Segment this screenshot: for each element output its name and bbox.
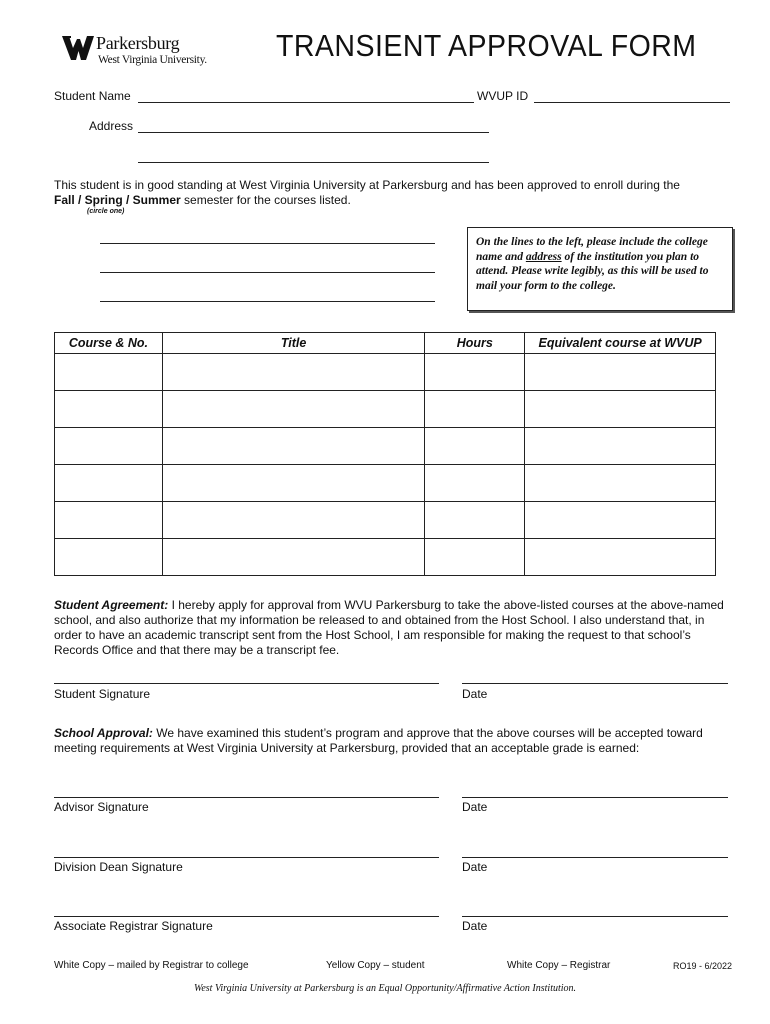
- advisor-date-line[interactable]: [462, 797, 728, 798]
- instruction-note-box: [467, 227, 733, 311]
- title-cell[interactable]: [162, 539, 425, 576]
- registrar-signature-label: Associate Registrar Signature: [54, 919, 213, 933]
- title-cell[interactable]: [162, 465, 425, 502]
- logo-sub: West Virginia University.: [98, 54, 207, 66]
- wvup-id-field[interactable]: [534, 102, 730, 103]
- table-row: [55, 465, 716, 502]
- title-cell[interactable]: [162, 391, 425, 428]
- advisor-signature-label: Advisor Signature: [54, 800, 149, 814]
- address-field-line1[interactable]: [138, 132, 489, 133]
- student-agreement-text: I hereby apply for approval from WVU Parkersburg to take the above-listed courses at the above-named school, and also authorize that my information be released to and obtained from the Host School. I also understand that, in order to have an academic transcript sent from the Host School, I am responsible for making the request to that school’s Records Office and that there may be a transcript fee.: [54, 598, 724, 657]
- registrar-signature-line[interactable]: [54, 916, 439, 917]
- footer-white-copy-registrar: White Copy – Registrar: [507, 960, 611, 971]
- courses-table: [54, 332, 716, 576]
- header-hours: Hours: [425, 333, 525, 354]
- flying-wv-icon: [62, 34, 94, 62]
- title-cell[interactable]: [162, 354, 425, 391]
- table-header-row: [55, 333, 716, 354]
- advisor-date-label: Date: [462, 800, 488, 814]
- header-title: Title: [162, 333, 425, 354]
- wvup-id-label: WVUP ID: [477, 89, 529, 103]
- course-cell[interactable]: [55, 428, 163, 465]
- equivalent-cell[interactable]: [525, 354, 716, 391]
- note-text-part2: of the institution you plan to attend. Please write legibly, as this will be used to mail your form to the college.: [476, 250, 709, 292]
- hours-cell[interactable]: [425, 465, 525, 502]
- table-row: [55, 539, 716, 576]
- table-row: [55, 502, 716, 539]
- student-date-label: Date: [462, 687, 488, 701]
- hours-cell[interactable]: [425, 428, 525, 465]
- course-cell[interactable]: [55, 465, 163, 502]
- standing-line1: This student is in good standing at West Virginia University at Parkersburg and has been approved to enroll during the: [54, 178, 680, 192]
- equivalent-cell[interactable]: [525, 539, 716, 576]
- student-signature-line[interactable]: [54, 683, 439, 684]
- title-cell[interactable]: [162, 428, 425, 465]
- dean-date-label: Date: [462, 860, 488, 874]
- college-line-3[interactable]: [100, 301, 435, 302]
- logo-name: Parkersburg: [96, 33, 180, 53]
- eeo-statement: West Virginia University at Parkersburg is an Equal Opportunity/Affirmative Action Institution.: [193, 983, 577, 994]
- footer-yellow-copy: Yellow Copy – student: [326, 960, 425, 971]
- registrar-date-line[interactable]: [462, 916, 728, 917]
- school-approval-heading: School Approval:: [54, 726, 153, 740]
- course-cell[interactable]: [55, 391, 163, 428]
- term-options[interactable]: Fall / Spring / Summer: [54, 193, 181, 207]
- course-cell[interactable]: [55, 502, 163, 539]
- hours-cell[interactable]: [425, 391, 525, 428]
- course-cell[interactable]: [55, 354, 163, 391]
- header-equivalent: Equivalent course at WVUP: [525, 333, 716, 354]
- school-approval: [54, 726, 724, 756]
- student-signature-label: Student Signature: [54, 687, 151, 701]
- table-row: [55, 391, 716, 428]
- equivalent-cell[interactable]: [525, 428, 716, 465]
- dean-signature-line[interactable]: [54, 857, 439, 858]
- college-line-1[interactable]: [100, 243, 435, 244]
- standing-line2: semester for the courses listed.: [180, 193, 351, 207]
- note-text-part1: On the lines to the left, please include the college name and: [476, 236, 708, 263]
- hours-cell[interactable]: [425, 502, 525, 539]
- registrar-date-label: Date: [462, 919, 488, 933]
- dean-signature-label: Division Dean Signature: [54, 860, 183, 874]
- address-label: Address: [89, 119, 134, 133]
- title-cell[interactable]: [162, 502, 425, 539]
- footer-white-copy-college: White Copy – mailed by Registrar to college: [54, 960, 249, 971]
- advisor-signature-line[interactable]: [54, 797, 439, 798]
- wvup-logo: [62, 30, 222, 70]
- student-agreement: [54, 598, 724, 658]
- table-row: [55, 428, 716, 465]
- student-date-line[interactable]: [462, 683, 728, 684]
- table-row: [55, 354, 716, 391]
- note-text-underlined: address: [525, 250, 562, 263]
- equivalent-cell[interactable]: [525, 465, 716, 502]
- hours-cell[interactable]: [425, 354, 525, 391]
- standing-statement: [54, 178, 724, 208]
- college-line-2[interactable]: [100, 272, 435, 273]
- equivalent-cell[interactable]: [525, 391, 716, 428]
- school-approval-text: We have examined this student’s program and approve that the above courses will be accepted toward meeting requirements at West Virginia University at Parkersburg, provided that an acceptable grade is earned:: [54, 726, 703, 755]
- course-cell[interactable]: [55, 539, 163, 576]
- address-field-line2[interactable]: [138, 162, 489, 163]
- student-name-field[interactable]: [138, 102, 474, 103]
- form-title: TRANSIENT APPROVAL FORM: [276, 28, 697, 63]
- equivalent-cell[interactable]: [525, 502, 716, 539]
- header-course-no: Course & No.: [55, 333, 163, 354]
- student-agreement-heading: Student Agreement:: [54, 598, 169, 612]
- footer-form-code: RO19 - 6/2022: [673, 961, 733, 971]
- circle-one-note: (circle one): [87, 208, 125, 215]
- dean-date-line[interactable]: [462, 857, 728, 858]
- student-name-label: Student Name: [54, 89, 131, 103]
- hours-cell[interactable]: [425, 539, 525, 576]
